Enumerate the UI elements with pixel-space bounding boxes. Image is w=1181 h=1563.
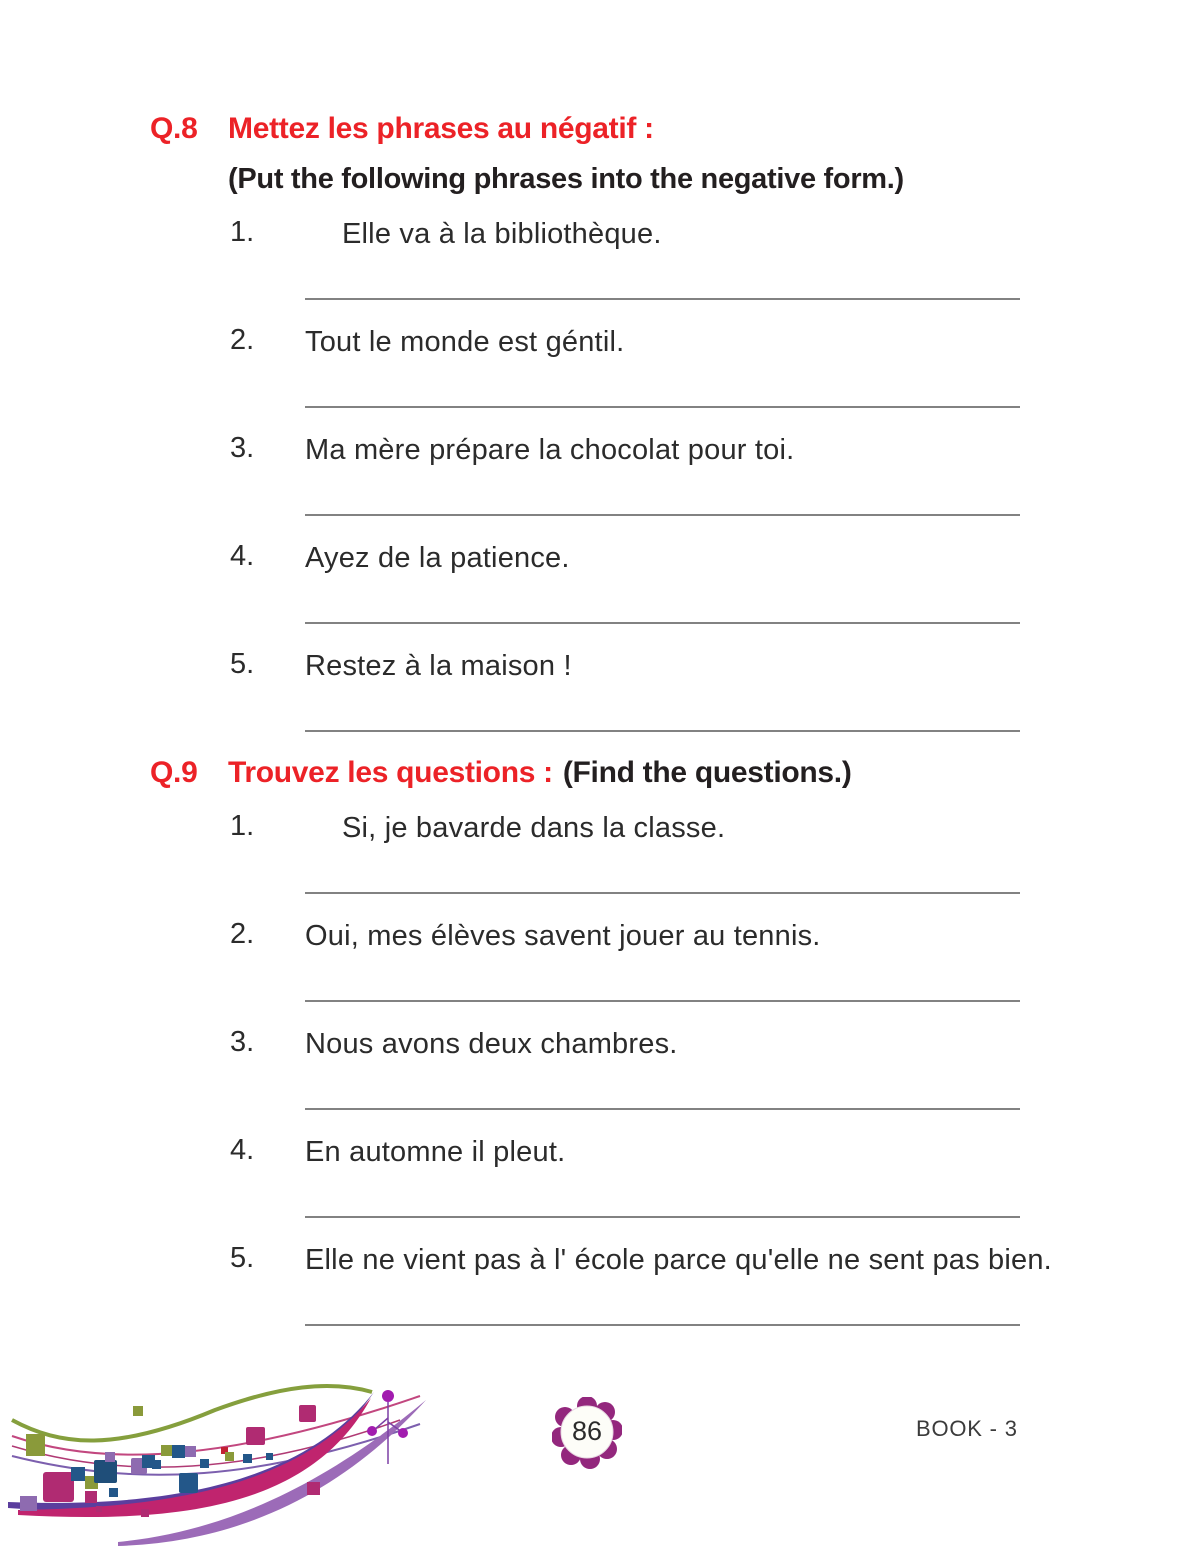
q9-title-french: Trouvez les questions : [228, 756, 553, 789]
answer-line [305, 1000, 1020, 1002]
answer-line [305, 892, 1020, 894]
item-sentence: Elle va à la bibliothèque. [342, 218, 662, 250]
exercise-q9 [150, 756, 1055, 1326]
item-sentence: Ma mère prépare la chocolat pour toi. [305, 434, 795, 466]
item-sentence: En automne il pleut. [305, 1136, 566, 1168]
item-sentence: Elle ne vient pas à l' école parce qu'elle ne sent pas bien. [305, 1244, 1052, 1276]
answer-line [305, 622, 1020, 624]
q8-label: Q.8 [150, 112, 198, 145]
exercise-item [230, 216, 1055, 300]
exercise-q8 [150, 112, 1055, 732]
item-number: 4. [230, 540, 255, 572]
item-number: 1. [230, 810, 255, 842]
item-number: 4. [230, 1134, 255, 1166]
item-number: 3. [230, 432, 255, 464]
exercise-item [230, 648, 1055, 732]
item-sentence: Restez à la maison ! [305, 650, 572, 682]
page-number-badge [552, 1397, 622, 1469]
item-number: 2. [230, 918, 255, 950]
exercise-item [230, 1026, 1055, 1110]
item-sentence: Oui, mes élèves savent jouer au tennis. [305, 920, 821, 952]
item-number: 1. [230, 216, 255, 248]
q9-title-english: (Find the questions.) [562, 756, 852, 789]
answer-line [305, 1108, 1020, 1110]
exercise-item [230, 432, 1055, 516]
exercise-item [230, 540, 1055, 624]
exercise-item [230, 324, 1055, 408]
item-sentence: Si, je bavarde dans la classe. [342, 812, 726, 844]
q9-heading [150, 756, 1055, 790]
answer-line [305, 1216, 1020, 1218]
book-label: BOOK - 3 [916, 1416, 1018, 1441]
answer-line [305, 1324, 1020, 1326]
exercise-item [230, 1134, 1055, 1218]
q9-item-list [230, 810, 1055, 1326]
item-sentence: Nous avons deux chambres. [305, 1028, 678, 1060]
q8-title-french: Mettez les phrases au négatif : [228, 112, 654, 145]
q8-title-english: (Put the following phrases into the negative form.) [228, 163, 904, 195]
q9-label: Q.9 [150, 756, 198, 789]
answer-line [305, 406, 1020, 408]
workbook-page [150, 112, 1055, 1350]
exercise-item [230, 918, 1055, 1002]
q8-heading [150, 112, 1055, 146]
answer-line [305, 730, 1020, 732]
exercise-item [230, 810, 1055, 894]
page-number: 86 [571, 1415, 603, 1446]
item-number: 5. [230, 648, 255, 680]
answer-line [305, 298, 1020, 300]
q8-item-list [230, 216, 1055, 732]
exercise-item [230, 1242, 1055, 1326]
item-number: 3. [230, 1026, 255, 1058]
item-sentence: Tout le monde est géntil. [305, 326, 625, 358]
item-sentence: Ayez de la patience. [305, 542, 570, 574]
item-number: 2. [230, 324, 255, 356]
footer-decoration-graphic [0, 1378, 470, 1563]
answer-line [305, 514, 1020, 516]
item-number: 5. [230, 1242, 255, 1274]
